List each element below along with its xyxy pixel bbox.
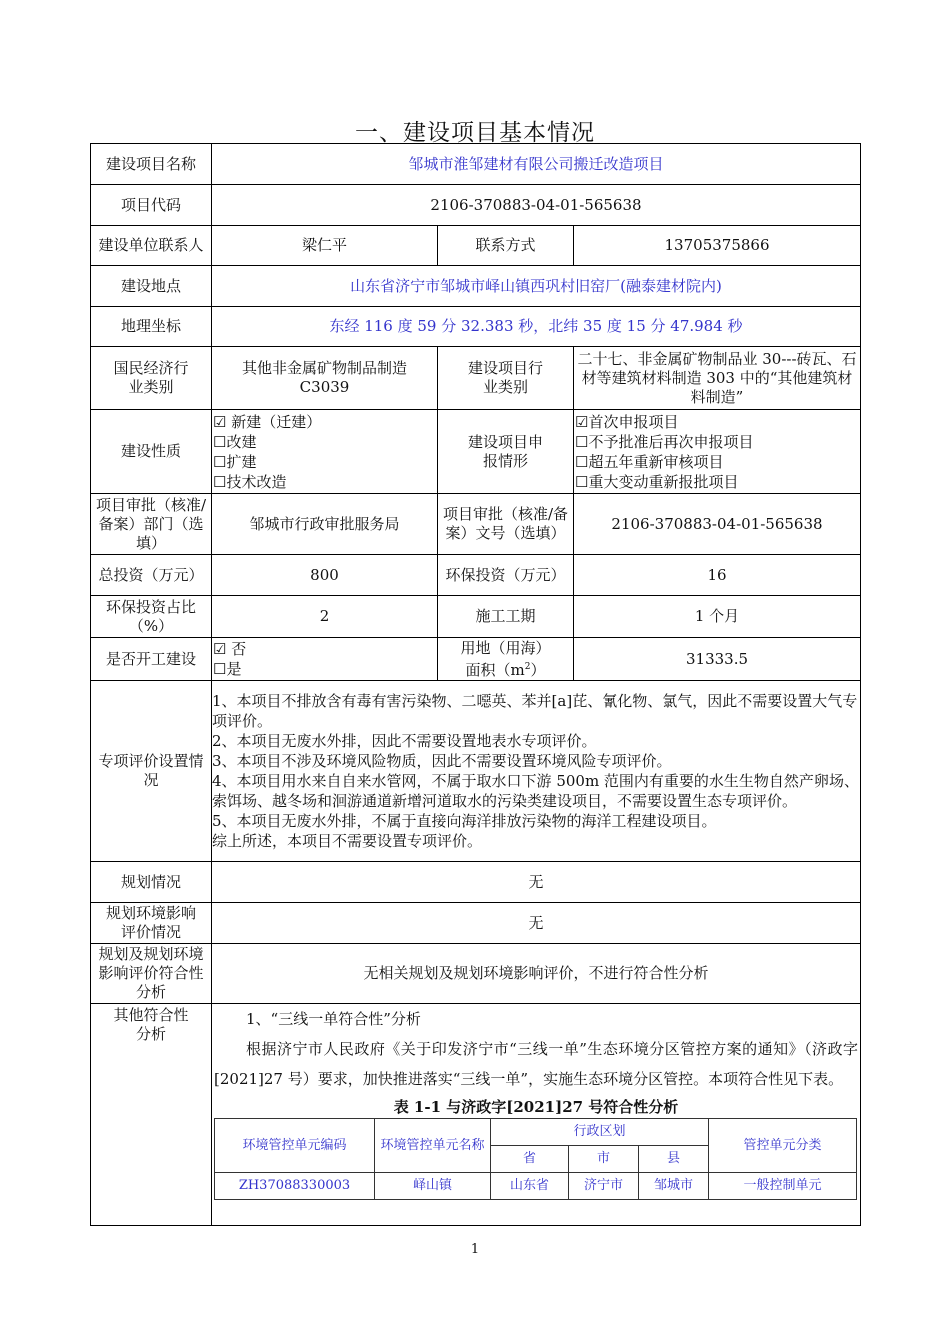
checked-box-icon: ☑ [575,412,589,431]
checkbox-five-year-review[interactable] [575,452,859,472]
checkbox-resubmission[interactable] [575,432,859,452]
option-label: 技术改造 [226,472,287,491]
checkbox-started[interactable] [213,659,436,679]
approval-document-number: 2106-370883-04-01-565638 [574,494,861,555]
contact-phone: 13705375866 [574,226,861,266]
header-city: 市 [569,1146,639,1173]
label: 建设项目行业类别 [438,347,574,410]
contact-person: 梁仁平 [212,226,438,266]
option-label: 重大变动重新报批项目 [588,472,739,491]
header-code: 环境管控单元编码 [215,1119,375,1173]
row-approval [91,494,861,555]
cell-county: 邹城市 [639,1173,709,1200]
row-industry [91,347,861,410]
unchecked-box-icon: ☐ [213,660,227,678]
label: 是否开工建设 [91,638,212,681]
row-started [91,638,861,681]
construction-period: 1 个月 [574,596,861,638]
option-label: 改建 [226,432,257,451]
checkbox-new-build[interactable] [213,412,436,432]
cell-name: 峄山镇 [375,1173,491,1200]
option-label: 新建（迁建） [226,412,322,431]
label: 规划环境影响评价情况 [91,903,212,944]
env-investment-ratio: 2 [212,596,438,638]
project-industry-category: 二十七、非金属矿物制品业 30---砖瓦、石材等建筑材料制造 303 中的“其他建筑材料制造” [574,347,861,410]
conformity-table [214,1118,857,1200]
checkbox-rebuild[interactable] [213,432,436,452]
special-item-1: 1、本项目不排放含有毒有害污染物、二噁英、苯并[a]芘、氰化物、氯气，因此不需要设置大气专项评价。 [212,692,858,730]
option-label: 首次申报项目 [588,412,679,431]
header-county: 县 [639,1146,709,1173]
label: 规划及规划环境影响评价符合性分析 [91,944,212,1004]
label: 用地（用海） [460,638,551,657]
project-code-value: 2106-370883-04-01-565638 [212,185,861,226]
industry-category: 其他非金属矿物制品制造 C3039 [212,347,438,410]
checked-box-icon: ☑ [213,412,227,431]
planning-conformity-value: 无相关规划及规划环境影响评价，不进行符合性分析 [212,944,861,1004]
checkbox-tech-upgrade[interactable] [213,472,436,492]
unchecked-box-icon: ☐ [575,472,589,491]
checkbox-first-submission[interactable] [575,412,859,432]
row-investment [91,555,861,596]
coords-value: 东经 116 度 59 分 32.383 秒，北纬 35 度 15 分 47.984 秒 [212,307,861,347]
label: 建设单位联系人 [91,226,212,266]
header-province: 省 [491,1146,569,1173]
location-value: 山东省济宁市邹城市峄山镇西巩村旧窑厂(融泰建材院内) [212,266,861,307]
checkbox-not-started[interactable] [213,639,436,659]
checkbox-expand[interactable] [213,452,436,472]
land-area-value: 31333.5 [574,638,861,681]
label: 地理坐标 [91,307,212,347]
section-heading: 1、“三线一单符合性”分析 [246,1010,421,1028]
row-contact [91,226,861,266]
unchecked-box-icon: ☐ [575,452,589,471]
label: 建设性质 [91,410,212,494]
cell-code: ZH37088330003 [215,1173,375,1200]
section-paragraph: 根据济宁市人民政府《关于印发济宁市“三线一单”生态环境分区管控方案的通知》（济政字[2021]27 号）要求，加快推进落实“三线一单”，实施生态环境分区管控。本项符合性见下表。 [214,1040,859,1088]
row-ratio [91,596,861,638]
row-coords [91,307,861,347]
checked-box-icon: ☑ [213,640,227,658]
row-other-conformity [91,1004,861,1226]
row-planning [91,862,861,903]
env-investment: 16 [574,555,861,596]
special-item-3: 3、本项目不涉及环境风险物质，因此不需要设置环境风险专项评价。 [212,752,672,770]
label: 专项评价设置情况 [91,681,212,862]
table-row [215,1173,857,1200]
row-nature [91,410,861,494]
row-special-evaluation [91,681,861,862]
land-area-label [438,638,574,681]
page-title: 一、建设项目基本情况 [355,120,595,146]
option-label: 扩建 [226,452,257,471]
header-name: 环境管控单元名称 [375,1119,491,1173]
label: 项目审批（核准/备案）文号（选填） [438,494,574,555]
option-label: 超五年重新审核项目 [588,452,724,471]
cell-province: 山东省 [491,1173,569,1200]
row-planning-conformity [91,944,861,1004]
cell-city: 济宁市 [569,1173,639,1200]
special-item-4: 4、本项目用水来自自来水管网，不属于取水口下游 500m 范围内有重要的水生生物自然产卵场、索饵场、越冬场和洄游通道新增河道取水的污染类建设项目，不需要设置生态专项评价。 [212,772,859,810]
table-caption: 表 1-1 与济政字[2021]27 号符合性分析 [393,1098,679,1116]
label: 联系方式 [438,226,574,266]
label: 环保投资占比（%） [91,596,212,638]
special-item-5: 5、本项目无废水外排，不属于直接向海洋排放污染物的海洋工程建设项目。 [212,812,717,830]
unchecked-box-icon: ☐ [213,452,227,471]
label: 国民经济行业类别 [91,347,212,410]
option-label: 否 [226,640,247,658]
planning-eia-value: 无 [212,903,861,944]
option-label: 不予批准后再次申报项目 [588,432,754,451]
header-category: 管控单元分类 [709,1119,857,1173]
approval-department: 邹城市行政审批服务局 [212,494,438,555]
label: 规划情况 [91,862,212,903]
unchecked-box-icon: ☐ [213,472,227,491]
row-location [91,266,861,307]
checkbox-major-change[interactable] [575,472,859,492]
label: 建设项目名称 [91,144,212,185]
page-number: 1 [470,1242,480,1257]
label: 建设地点 [91,266,212,307]
row-project-name [91,144,861,185]
unchecked-box-icon: ☐ [213,432,227,451]
label: 其他符合性分析 [91,1004,212,1226]
total-investment: 800 [212,555,438,596]
label: 环保投资（万元） [438,555,574,596]
project-basic-info-table [90,143,861,1226]
unchecked-box-icon: ☐ [575,432,589,451]
option-label: 是 [226,660,242,678]
label: ） [530,660,546,679]
label: 总投资（万元） [91,555,212,596]
label: 面积（m [465,660,525,679]
planning-value: 无 [212,862,861,903]
cell-category: 一般控制单元 [709,1173,857,1200]
project-name-value: 邹城市淮邹建材有限公司搬迁改造项目 [212,144,861,185]
superscript: 2 [524,661,531,672]
special-conclusion: 综上所述，本项目不需要设置专项评价。 [212,832,483,850]
row-planning-eia [91,903,861,944]
label: 建设项目申报情形 [438,410,574,494]
header-region: 行政区划 [491,1119,709,1146]
label: 项目审批（核准/备案）部门（选填） [91,494,212,555]
special-item-2: 2、本项目无废水外排，因此不需要设置地表水专项评价。 [212,732,597,750]
row-project-code [91,185,861,226]
label: 项目代码 [91,185,212,226]
label: 施工工期 [438,596,574,638]
